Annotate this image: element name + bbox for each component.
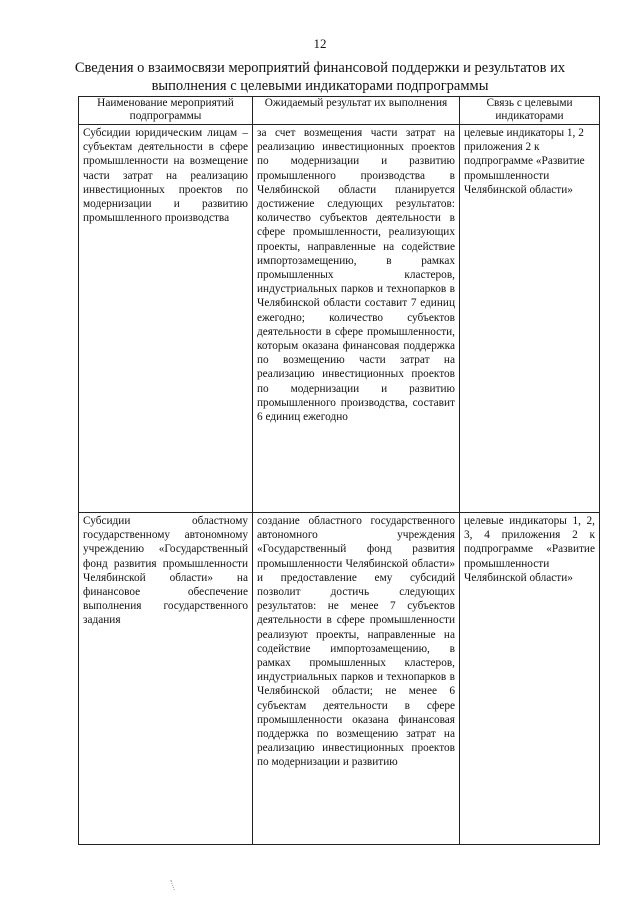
header-link: Связь с целевыми индикаторами xyxy=(460,97,600,125)
table-header-row xyxy=(79,97,600,125)
page-number: 12 xyxy=(313,36,327,51)
result-cell: за счет возмещения части затрат на реализацию инвестиционных проектов по модернизации и развитию промышленного производства в Челябинской области планируется достижение следующих результатов: количество субъектов деятельности в сфере промышленности, реализующих проекты, направленные на содействие импортозамещению, в рамках промышленных кластеров, индустриальных парков и технопарков в Челябинской области составит 7 единиц ежегодно; количество субъектов деятельности в сфере промышленности, которым оказана финансовая поддержка по возмещению части затрат на реализацию инвестиционных проектов по модернизации и развитию промышленного производства, составит 6 единиц ежегодно xyxy=(253,125,460,513)
activity-cell: Субсидии областному государственному автономному учреждению «Государственный фонд развития промышленности Челябинской области» на финансовое обеспечение выполнения государственного задания xyxy=(79,513,253,845)
link-cell: целевые индикаторы 1, 2 приложения 2 к подпрограмме «Развитие промышленности Челябинской области» xyxy=(460,125,600,513)
indicators-table xyxy=(78,96,600,845)
result-cell: создание областного государственного автономного учреждения «Государственный фонд развития промышленности Челябинской области» и предоставление ему субсидий позволит достичь следующих результатов: не менее 7 субъектов деятельности в сфере промышленности реализуют проекты, направленные на содействие импортозамещению, в рамках промышленных кластеров, индустриальных парков и технопарков в Челябинской области; не менее 6 субъектам деятельности в сфере промышленности оказана финансовая поддержка по возмещению затрат на реализацию инвестиционных проектов по модернизации и развитию xyxy=(253,513,460,845)
activity-cell: Субсидии юридическим лицам – субъектам деятельности в сфере промышленности на возмещение части затрат на реализацию инвестиционных проектов по модернизации и развитию промышленного производства xyxy=(79,125,253,513)
table-row xyxy=(79,125,600,513)
header-result: Ожидаемый результат их выполнения xyxy=(253,97,460,125)
scan-artifact xyxy=(170,880,187,890)
table-row xyxy=(79,513,600,845)
header-activity: Наименование мероприятий подпрограммы xyxy=(79,97,253,125)
link-cell: целевые индикаторы 1, 2, 3, 4 приложения 2 к подпрограмме «Развитие промышленности Челябинской области» xyxy=(460,513,600,845)
document-title: Сведения о взаимосвязи мероприятий финансовой поддержки и результатов их выполнения с целевыми индикаторами подпрограммы xyxy=(74,60,566,94)
